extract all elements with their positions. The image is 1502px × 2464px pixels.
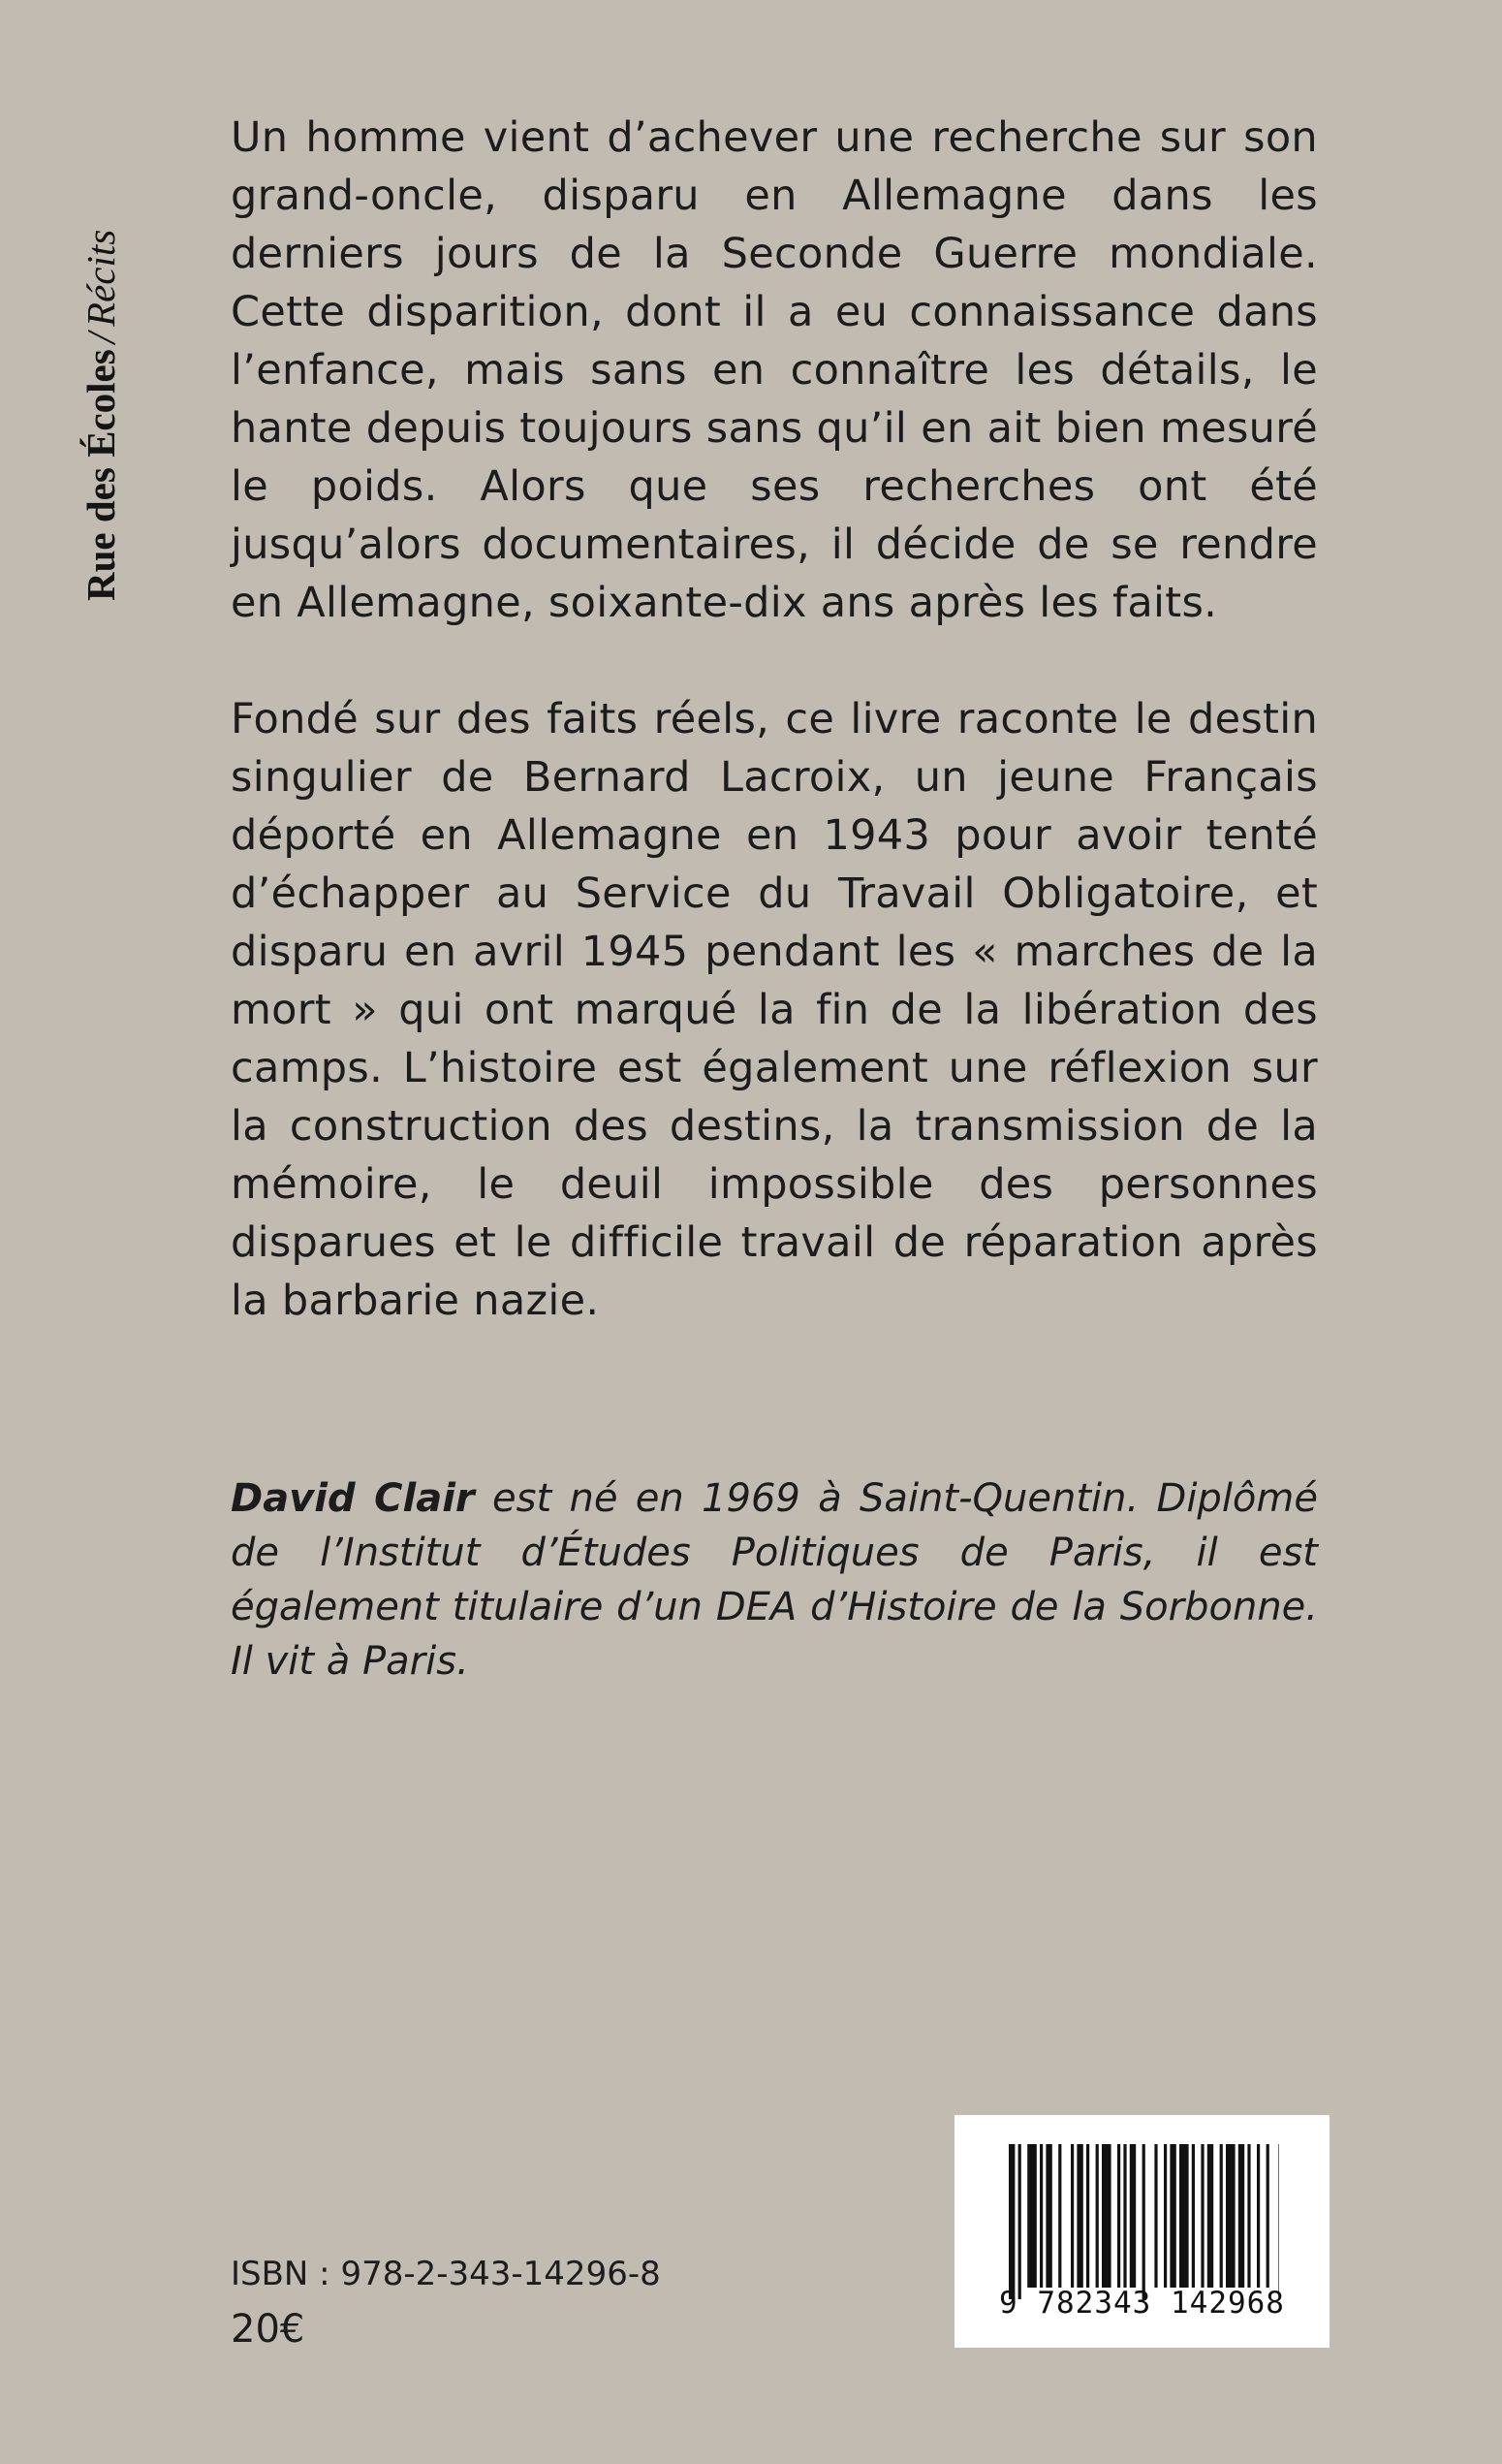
barcode-bar (1192, 2144, 1195, 2288)
barcode-bar (1170, 2144, 1175, 2288)
barcode-bar (1027, 2144, 1037, 2288)
barcode-bar (1009, 2144, 1015, 2299)
barcode-bar (1267, 2144, 1269, 2288)
spine-text (78, 230, 124, 601)
barcode-bar (1077, 2144, 1082, 2288)
barcode-bar (1179, 2144, 1189, 2288)
summary-paragraph-1 (231, 109, 1318, 632)
barcode-bar (1278, 2144, 1279, 2299)
barcode-bar (1040, 2144, 1043, 2288)
barcode-digits: 9 782343 142968 (999, 2286, 1285, 2321)
barcode-bar (1201, 2144, 1204, 2288)
author-name: David Clair (231, 1476, 475, 1521)
series-separator: / (78, 332, 123, 344)
barcode-bar (1071, 2144, 1074, 2288)
barcode-bar (1018, 2144, 1021, 2299)
barcode-bar (1046, 2144, 1051, 2288)
barcode (954, 2115, 1330, 2348)
barcode-bar (1238, 2144, 1244, 2288)
barcode-bar (1117, 2144, 1120, 2288)
barcode-bar (1220, 2144, 1223, 2288)
barcode-bar (1123, 2144, 1126, 2288)
author-bio-text: est né en 1969 à Saint-Quentin. Diplômé de l’Institut d’Études Politiques de Paris, il est également titulaire d’un DEA d’Histoire de la Sorbonne. Il vit à Paris. (231, 1476, 1318, 1684)
summary-paragraph-2 (231, 690, 1318, 1330)
barcode-bar (1130, 2144, 1136, 2288)
series-category: Récits (78, 229, 123, 327)
barcode-bar (1058, 2144, 1061, 2288)
barcode-bar (1247, 2144, 1250, 2288)
paragraph-text: Un homme vient d’achever une recherche sur son grand-oncle, disparu en Allemagne dans les derniers jours de la Seconde Guerre mondiale. Cette disparition, dont il a eu connaissance dans l’enfance, mais sans en connaître les détails, le hante depuis toujours sans qu’il en ait bien mesuré le poids. Alors que ses recherches ont été jusqu’alors documentaires, il décide de se rendre en Allemagne, soixante-dix ans après les faits. (231, 113, 1318, 627)
price-label: 20€ (231, 2307, 305, 2352)
barcode-bar (1142, 2144, 1145, 2299)
barcode-bar (1154, 2144, 1157, 2288)
barcode-bar (1226, 2144, 1236, 2288)
barcode-bar (1102, 2144, 1111, 2288)
barcode-bar (1164, 2144, 1167, 2288)
author-bio (231, 1471, 1318, 1689)
barcode-bar (1086, 2144, 1089, 2288)
series-name: Rue des Écoles (78, 349, 123, 601)
isbn-label: ISBN : 978-2-343-14296-8 (231, 2255, 661, 2293)
barcode-bar (1207, 2144, 1213, 2288)
barcode-bar (1257, 2144, 1260, 2288)
paragraph-text: Fondé sur des faits réels, ce livre raconte le destin singulier de Bernard Lacroix, un jeune Français déporté en Allemagne en 1943 pour avoir tenté d’échapper au Service du Travail Obligatoire, et disparu en avril 1945 pendant les « marches de la mort » qui ont marqué la fin de la libération des camps. L’histoire est également une réflexion sur la construction des destins, la transmission de la mémoire, le deuil impossible des personnes disparues et le difficile travail de réparation après la barbarie nazie. (231, 695, 1318, 1325)
barcode-bar (1096, 2144, 1099, 2288)
